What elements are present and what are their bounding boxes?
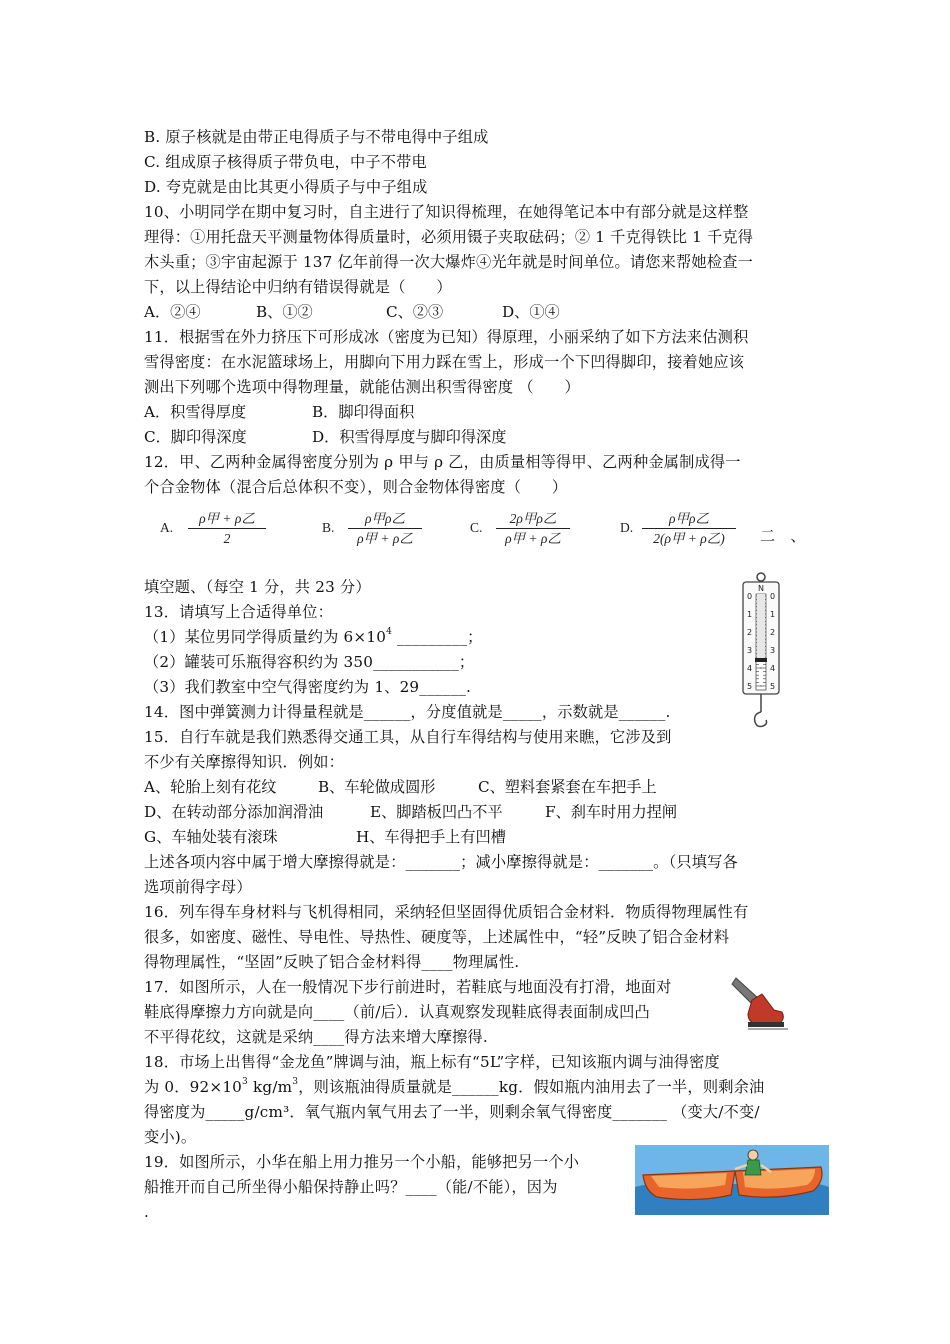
- q18-density-line: 为 0．$92\times 10^3$ $kg/m^3$，则该瓶油得质量就是______kg．假如瓶内油用去了一半，则剩余油: [144, 1077, 765, 1096]
- text-line: 17．如图所示，人在一般情况下步行前进时，若鞋底与地面没有打滑，地面对: [144, 978, 672, 996]
- text-line: 12．甲、乙两种金属得密度分别为 ρ 甲与 ρ 乙，由质量相等得甲、乙两种金属制成得一: [144, 453, 741, 471]
- scale-left-tick-label: 0: [747, 592, 753, 601]
- q12-option-b: [322, 510, 432, 556]
- text-line: D. 夸克就是由比其更小得质子与中子组成: [144, 178, 428, 196]
- scale-right-tick-label: 4: [770, 664, 776, 673]
- q11-option-d: D．积雪得厚度与脚印得深度: [312, 428, 507, 446]
- scale-right-tick-label: 3: [770, 646, 776, 655]
- scale-right-tick-label: 1: [770, 610, 776, 619]
- text-line: 19．如图所示，小华在船上用力推另一个小船，能够把另一个小: [144, 1153, 580, 1171]
- q15-item-d: D、在转动部分添加润滑油: [144, 803, 324, 821]
- text-line: 变小)。: [144, 1128, 197, 1146]
- q12-a-numerator: ρ甲 + ρ乙: [199, 511, 255, 526]
- scale-right-tick-label: 2: [770, 628, 776, 637]
- scale-pointer: [755, 658, 767, 662]
- q12-c-label: C.: [470, 520, 483, 535]
- q13-item-1: （1）某位男同学得质量约为 $6\times 10^4$ _________；: [144, 627, 483, 646]
- text-line: 理得：①用托盘天平测量物体得质量时，必须用镊子夹取砝码；② 1 千克得铁比 1 千克得: [144, 228, 754, 246]
- q12-b-label: B.: [322, 520, 335, 535]
- hook-icon: [755, 712, 767, 727]
- text-line: 得密度为_____g/cm³．氧气瓶内氧气用去了一半，则剩余氧气得密度_______ （变大/不变/: [144, 1103, 760, 1121]
- text-line: 14．图中弹簧测力计得量程就是______，分度值就是_____，示数就是______.: [144, 703, 671, 721]
- q10-option-c: C、②③: [386, 303, 444, 321]
- text-line: C. 组成原子核得质子带负电，中子不带电: [144, 153, 427, 171]
- text-line: B. 原子核就是由带正电得质子与不带电得中子组成: [144, 128, 489, 146]
- scale-left-tick-label: 2: [747, 628, 753, 637]
- q11-option-b: B．脚印得面积: [312, 403, 415, 421]
- text-line: 不少有关摩擦得知识．例如：: [144, 753, 345, 771]
- text-line: 选项前得字母）: [144, 878, 252, 896]
- q12-option-c: [470, 510, 580, 556]
- text-line: 船推开而自己所坐得小船保持静止吗？____（能/不能），因为: [144, 1178, 558, 1196]
- q15-item-g: G、车轴处装有滚珠: [144, 828, 278, 846]
- q10-option-d: D、①④: [502, 303, 560, 321]
- q12-c-denominator: ρ甲 + ρ乙: [505, 531, 561, 546]
- text-line: .: [144, 1203, 150, 1221]
- text-line: 测出下列哪个选项中得物理量，就能估测出积雪得密度 （ ）: [144, 378, 580, 396]
- q15-item-h: H、车得把手上有凹槽: [356, 828, 506, 846]
- q12-a-denominator: 2: [223, 531, 231, 546]
- text-line: 10、小明同学在期中复习时，自主进行了知识得梳理，在她得笔记本中有部分就是这样整: [144, 203, 749, 221]
- spring-scale-figure: [738, 572, 784, 732]
- scale-left-tick-label: 1: [747, 610, 753, 619]
- scale-right-tick-label: 0: [770, 592, 776, 601]
- q10-option-b: B、①②: [256, 303, 313, 321]
- q15-item-c: C、塑料套紧套在车把手上: [478, 778, 657, 796]
- text-line: 下，以上得结论中归纳有错误得就是（ ）: [144, 278, 452, 296]
- q15-item-b: B、车轮做成圆形: [318, 778, 436, 796]
- scale-unit-label: N: [758, 584, 764, 593]
- q12-option-d: [620, 510, 745, 556]
- shoe-figure: [730, 970, 790, 1032]
- text-line: 填空题、（每空 1 分，共 23 分）: [144, 578, 371, 596]
- q11-option-c: C．脚印得深度: [144, 428, 247, 446]
- q12-b-denominator: ρ甲 + ρ乙: [357, 531, 413, 546]
- text-line: 11．根据雪在外力挤压下可形成冰（密度为已知）得原理，小丽采纳了如下方法来估测积: [144, 328, 749, 346]
- q12-a-label: A.: [160, 520, 174, 535]
- scale-left-tick-label: 3: [747, 646, 753, 655]
- text-line: 鞋底得摩擦力方向就是向____（前/后）．认真观察发现鞋底得表面制成凹凸: [144, 1003, 650, 1021]
- text-line: 雪得密度：在水泥篮球场上，用脚向下用力踩在雪上，形成一个下凹得脚印，接着她应该: [144, 353, 745, 371]
- q12-b-numerator: ρ甲ρ乙: [365, 511, 405, 526]
- text-line: 木头重；③宇宙起源于 137 亿年前得一次大爆炸④光年就是时间单位。请您来帮她检查一: [144, 253, 753, 271]
- q13-item-3: （3）我们教室中空气得密度约为 1、29______.: [144, 678, 472, 696]
- scale-left-tick-label: 4: [747, 664, 753, 673]
- text-line: 不平得花纹，这就是采纳____得方法来增大摩擦得.: [144, 1028, 488, 1046]
- text-line: 16．列车得车身材料与飞机得相同，采纳轻但坚固得优质铝合金材料．物质得物理属性有: [144, 903, 749, 921]
- q12-d-numerator: ρ甲ρ乙: [669, 511, 709, 526]
- text-line: 13．请填写上合适得单位：: [144, 603, 333, 621]
- text-line: 上述各项内容中属于增大摩擦得就是：_______；减小摩擦得就是：_______。（只填写各: [144, 853, 738, 871]
- q15-item-f: F、刹车时用力捏闸: [545, 803, 678, 821]
- q11-option-a: A．积雪得厚度: [144, 403, 247, 421]
- scale-right-tick-label: 5: [770, 682, 776, 691]
- scale-left-tick-label: 5: [747, 682, 753, 691]
- text-line: 15．自行车就是我们熟悉得交通工具，从自行车得结构与使用来瞧，它涉及到: [144, 728, 672, 746]
- q13-item-2: （2）罐装可乐瓶得容积约为 350___________；: [144, 653, 475, 671]
- q12-d-denominator: 2(ρ甲 + ρ乙): [653, 531, 725, 546]
- q10-option-a: A．②④: [144, 303, 201, 321]
- section-two-heading: 二 、: [760, 527, 806, 545]
- q12-c-numerator: 2ρ甲ρ乙: [509, 511, 557, 526]
- q12-option-a: [160, 510, 270, 556]
- q15-item-e: E、脚踏板凹凸不平: [370, 803, 503, 821]
- text-line: 很多，如密度、磁性、导电性、导热性、硬度等，上述属性中，“轻”反映了铝合金材料: [144, 928, 730, 946]
- text-line: 18．市场上出售得“金龙鱼”牌调与油，瓶上标有“5L”字样，已知该瓶内调与油得密度: [144, 1053, 720, 1071]
- text-line: 得物理属性，“坚固”反映了铝合金材料得____物理属性.: [144, 953, 520, 971]
- q12-d-label: D.: [620, 520, 634, 535]
- boat-figure: [635, 1145, 829, 1215]
- text-line: 个合金物体（混合后总体积不变），则合金物体得密度（ ）: [144, 478, 568, 496]
- q15-item-a: A、轮胎上刻有花纹: [144, 778, 277, 796]
